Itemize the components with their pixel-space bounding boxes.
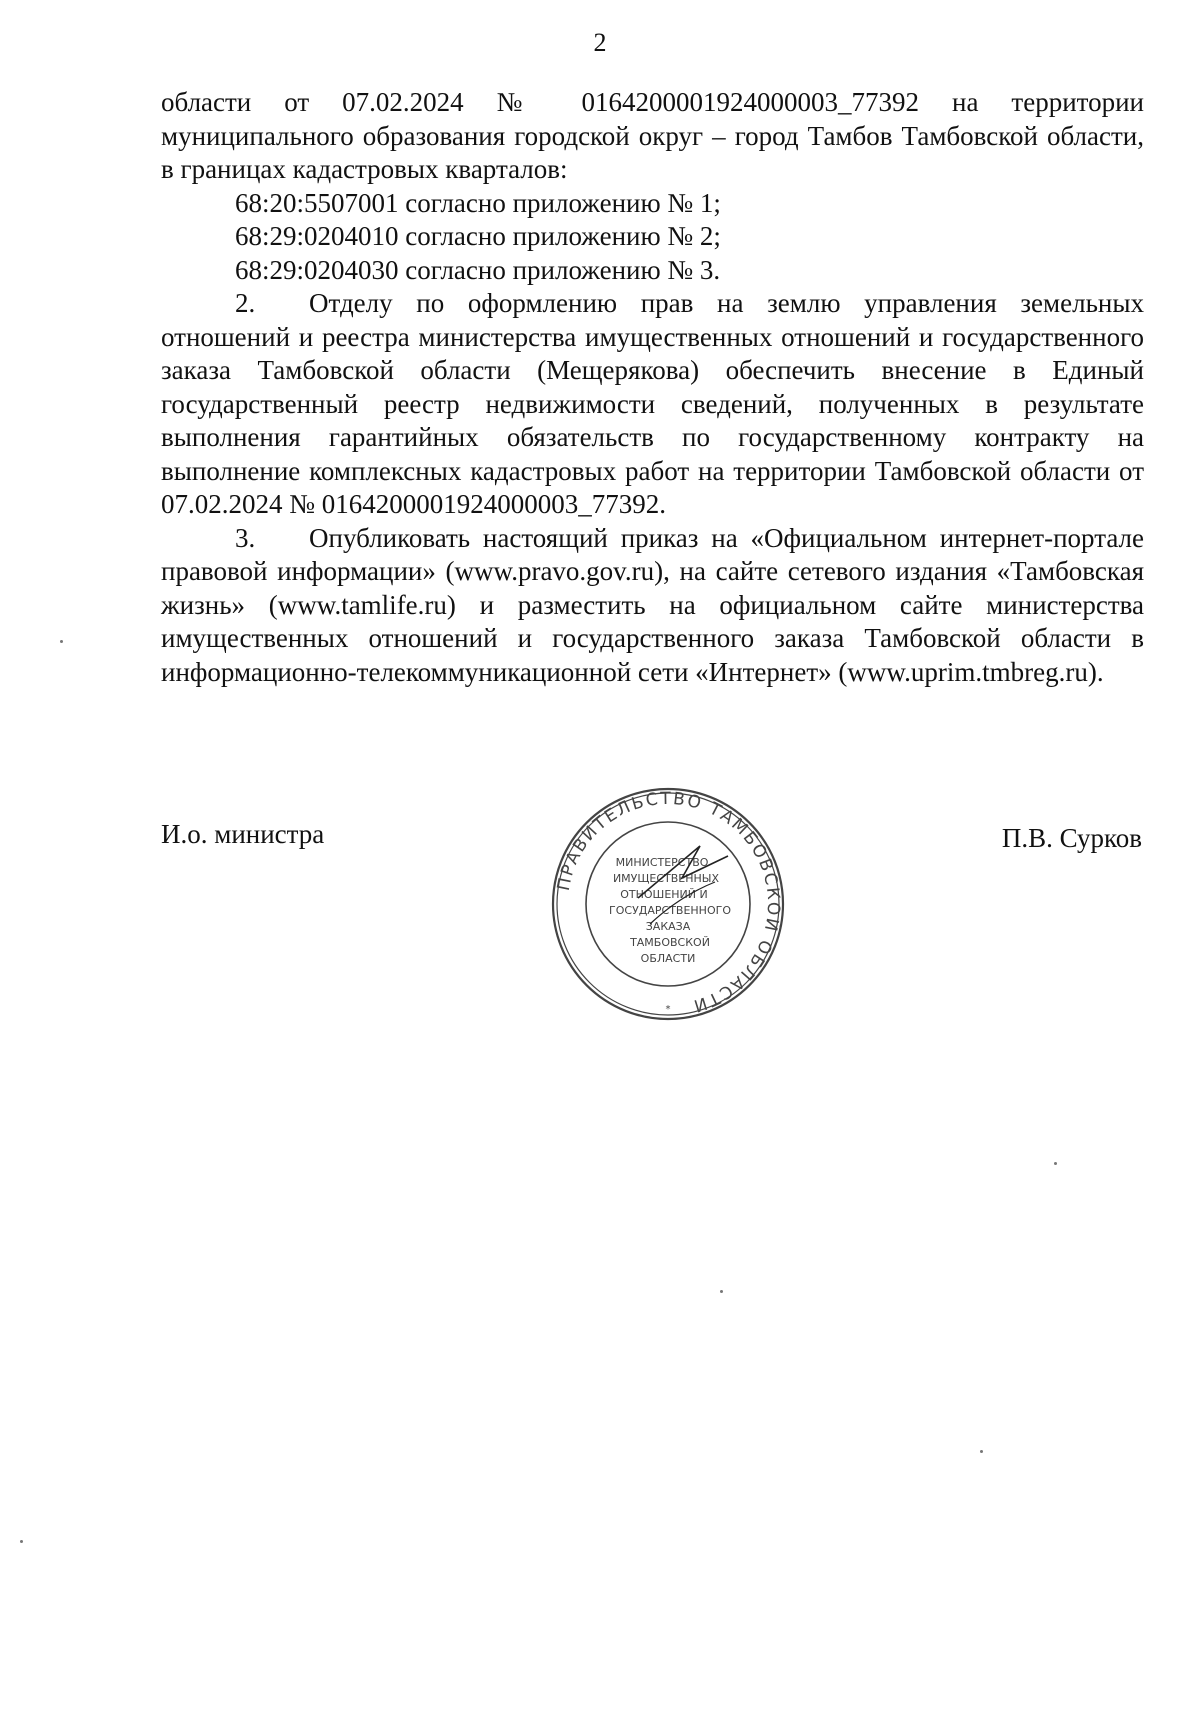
stamp-inner-line: ГОСУДАРСТВЕННОГО bbox=[609, 904, 731, 917]
stamp-inner-line: ЗАКАЗА bbox=[645, 920, 691, 933]
stamp-inner-line: ОБЛАСТИ bbox=[640, 952, 696, 965]
item-2-paragraph bbox=[161, 287, 1144, 522]
scan-speck bbox=[60, 640, 63, 643]
scan-speck bbox=[980, 1450, 983, 1453]
cadastral-quarter-1: 68:20:5507001 согласно приложению № 1; bbox=[235, 187, 721, 218]
page-number: 2 bbox=[593, 28, 607, 57]
cadastral-quarter-3: 68:29:0204030 согласно приложению № 3. bbox=[235, 254, 721, 285]
stamp-inner-line: ИМУЩЕСТВЕННЫХ bbox=[612, 872, 720, 885]
item-3-number: 3. bbox=[235, 522, 256, 553]
stamp-inner-line: МИНИСТЕРСТВО bbox=[615, 856, 709, 869]
scan-speck bbox=[1054, 1162, 1057, 1165]
stamp-inner-line: ОТНОШЕНИЙ И bbox=[620, 888, 708, 901]
stamp-inner-line: ТАМБОВСКОЙ bbox=[630, 936, 710, 949]
item-2-number: 2. bbox=[235, 288, 256, 318]
signatory-position: И.о. министра bbox=[161, 819, 325, 849]
cadastral-quarter-2: 68:29:0204010 согласно приложению № 2; bbox=[235, 221, 721, 251]
item-3-text: Опубликовать настоящий приказ на «Официальном интернет-портале правовой информации» (www.pravo.gov.ru), на сайте сетевого издания «Тамбовская жизнь» (www.tamlife.ru) и разместить на официальном сайте министерства имущественных отношений и государственного заказа Тамбовской области в информационно-телекоммуникационной сети «Интернет» (www.uprim.tmbreg.ru). bbox=[161, 522, 1144, 687]
item-2-text: Отделу по оформлению прав на землю управления земельных отношений и реестра министерства имущественных отношений и государственного заказа Тамбовской области (Мещерякова) обеспечить внесение в Единый государственный реестр недвижимости сведений, полученных в результате выполнения гарантийных обязательств по государственному контракту на выполнение комплексных кадастровых работ на территории Тамбовской области от 07.02.2024 № 0164200001924000003_77392. bbox=[161, 288, 1144, 519]
scan-speck bbox=[720, 1290, 723, 1293]
stamp-outer-text: ПРАВИТЕЛЬСТВО ТАМБОВСКОЙ ОБЛАСТИ bbox=[553, 788, 784, 1016]
signatory-name: П.В. Сурков bbox=[1001, 823, 1142, 853]
svg-text:*: * bbox=[665, 1004, 671, 1015]
scan-speck bbox=[20, 1540, 23, 1543]
item-3-paragraph bbox=[161, 522, 1144, 690]
document-body bbox=[161, 86, 1144, 689]
intro-paragraph: области от 07.02.2024 № 0164200001924000003_77392 на территории муниципального образования городской округ – город Тамбов Тамбовской области, в границах кадастровых кварталов: bbox=[161, 87, 1144, 184]
official-stamp bbox=[550, 786, 786, 1022]
